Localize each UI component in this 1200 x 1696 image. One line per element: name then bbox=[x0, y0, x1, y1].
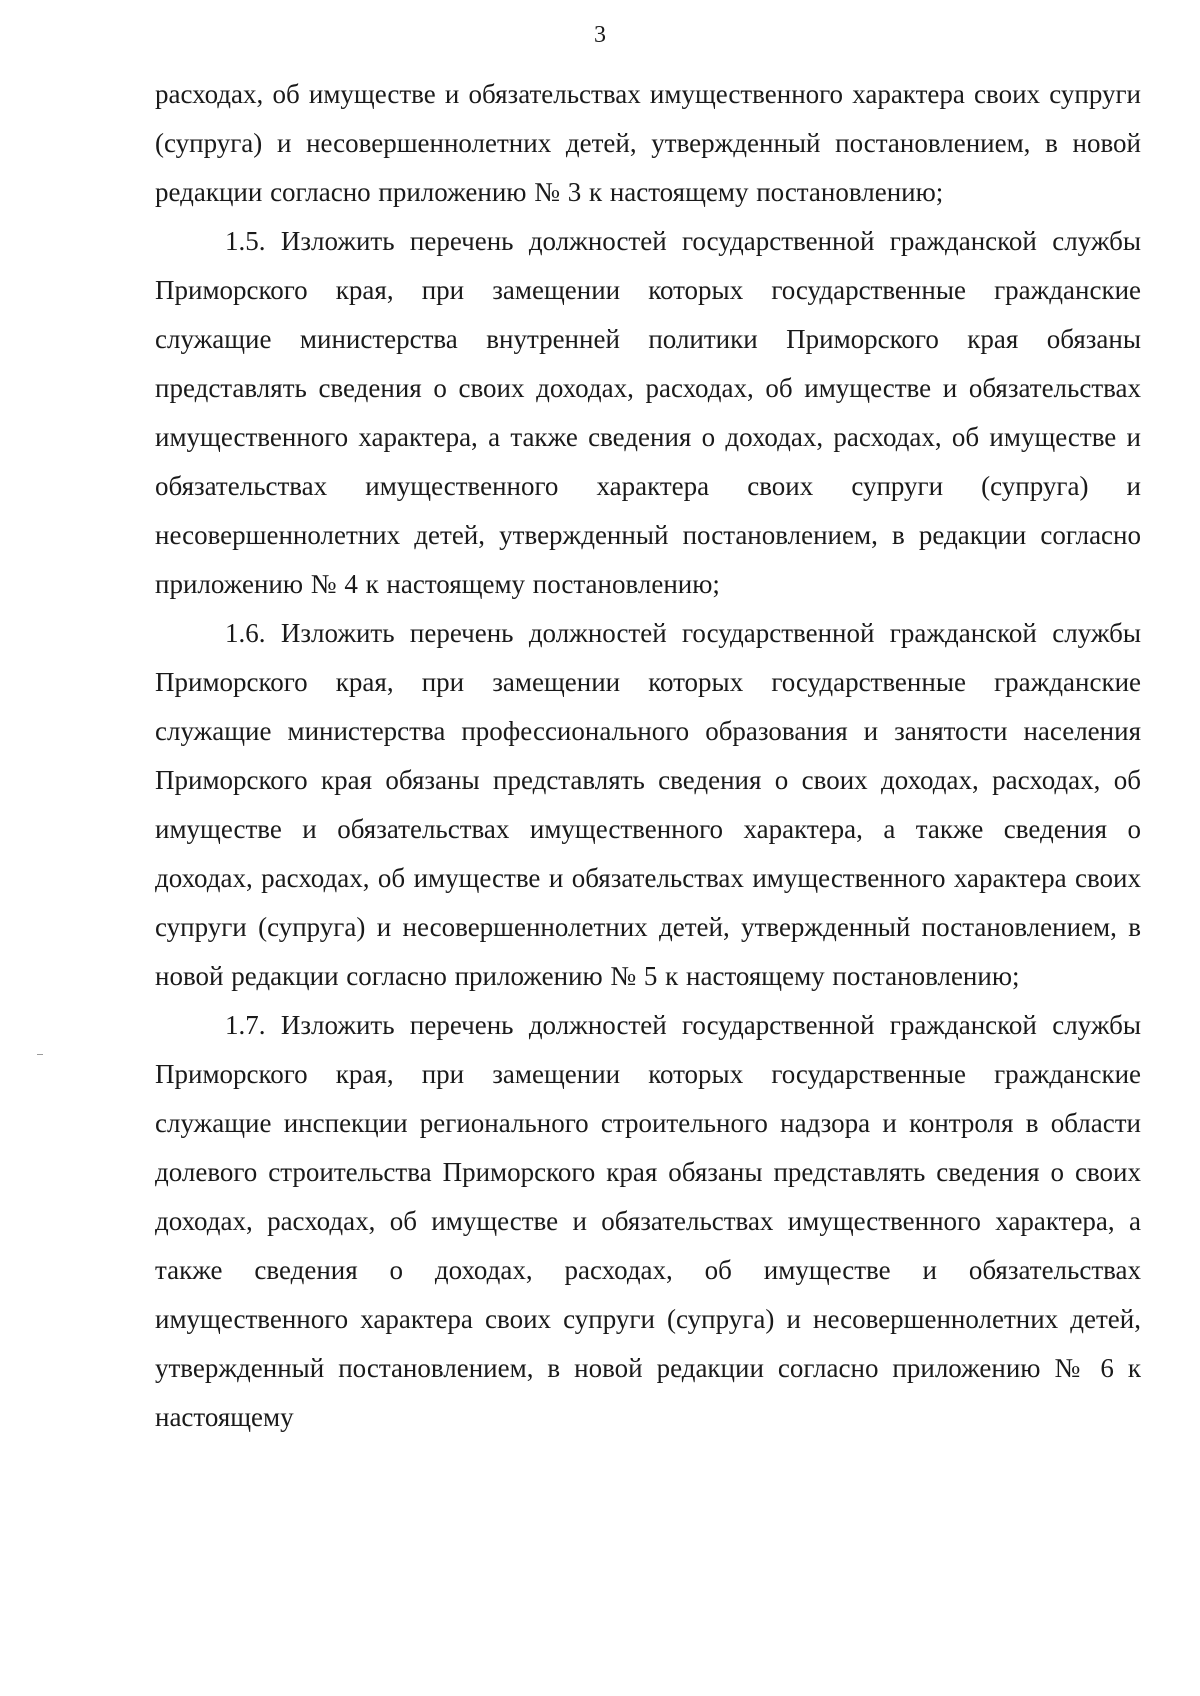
paragraph-item-1-7: 1.7. Изложить перечень должностей государственной гражданской службы Приморского края, при замещении которых государственные гражданские служащие инспекции регионального строительного надзора и контроля в области долевого строительства Приморского края обязаны представлять сведения о своих доходах, расходах, об имуществе и обязательствах имущественного характера, а также сведения о доходах, расходах, об имуществе и обязательствах имущественного характера своих супруги (супруга) и несовершеннолетних детей, утвержденный постановлением, в новой редакции согласно приложению № 6 к настоящему bbox=[155, 1010, 1141, 1432]
scan-speck bbox=[37, 1054, 43, 1055]
paragraph-item-1-5: 1.5. Изложить перечень должностей государственной гражданской службы Приморского края, при замещении которых государственные гражданские служащие министерства внутренней политики Приморского края обязаны представлять сведения о своих доходах, расходах, об имуществе и обязательствах имущественного характера, а также сведения о доходах, расходах, об имуществе и обязательствах имущественного характера своих супруги (супруга) и несовершеннолетних детей, утвержденный постановлением, в редакции согласно приложению № 4 к настоящему постановлению; bbox=[155, 226, 1141, 599]
document-body bbox=[155, 70, 1141, 1442]
paragraph-item-1-6: 1.6. Изложить перечень должностей государственной гражданской службы Приморского края, при замещении которых государственные гражданские служащие министерства профессионального образования и занятости населения Приморского края обязаны представлять сведения о своих доходах, расходах, об имуществе и обязательствах имущественного характера, а также сведения о доходах, расходах, об имуществе и обязательствах имущественного характера своих супруги (супруга) и несовершеннолетних детей, утвержденный постановлением, в новой редакции согласно приложению № 5 к настоящему постановлению; bbox=[155, 618, 1141, 991]
paragraph-continuation: расходах, об имуществе и обязательствах имущественного характера своих супруги (супруга) и несовершеннолетних детей, утвержденный постановлением, в новой редакции согласно приложению № 3 к настоящему постановлению; bbox=[155, 79, 1141, 207]
page-number: 3 bbox=[594, 22, 606, 48]
